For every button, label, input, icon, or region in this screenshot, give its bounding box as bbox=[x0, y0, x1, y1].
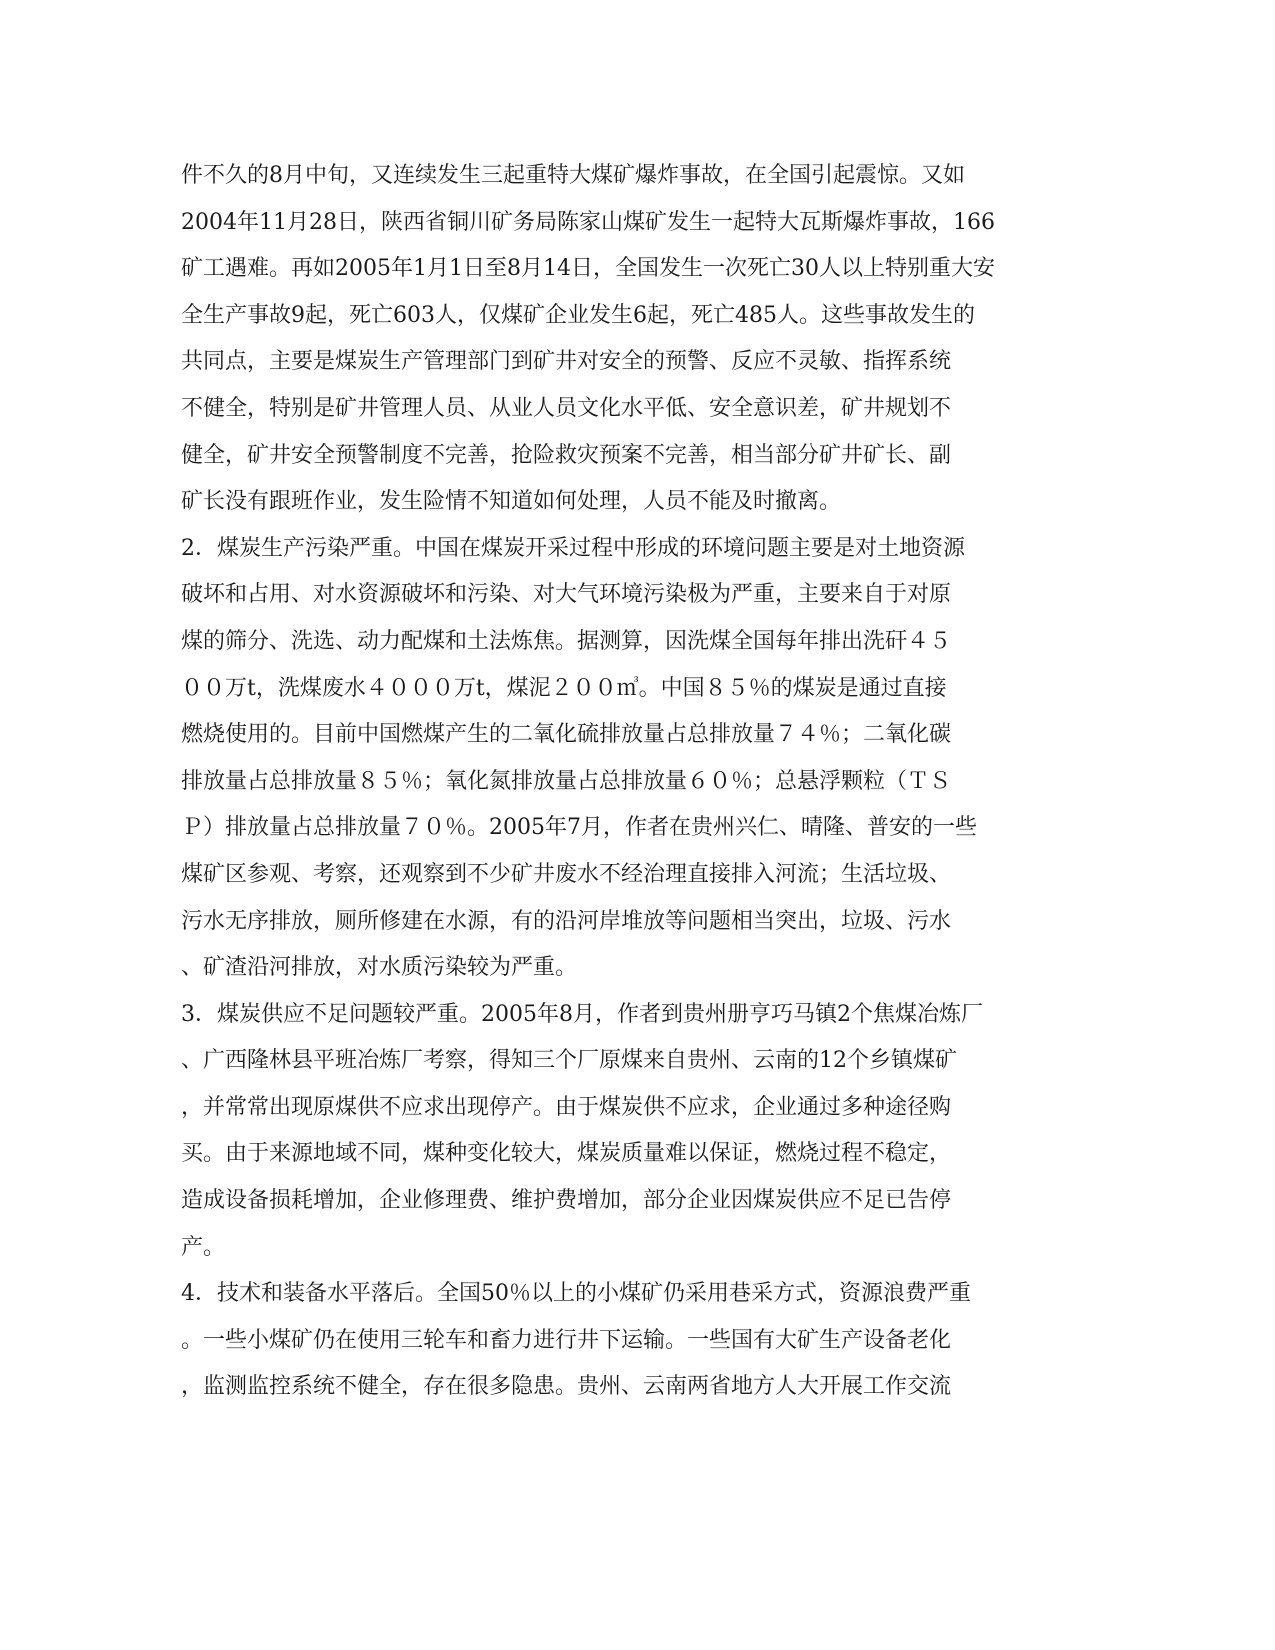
text-line: 、矿渣沿河排放，对水质污染较为严重。 bbox=[181, 955, 578, 981]
text-line: ，监测监控系统不健全，存在很多隐患。贵州、云南两省地方人大开展工作交流 bbox=[181, 1374, 952, 1400]
text-line: 煤的筛分、洗选、动力配煤和土法炼焦。据测算，因洗煤全国每年排出洗矸４５ bbox=[181, 628, 952, 654]
text-line: ，并常常出现原煤供不应求出现停产。由于煤炭供不应求，企业通过多种途径购 bbox=[181, 1094, 952, 1120]
text-line: 矿工遇难。再如2005年1月1日至8月14日，全国发生一次死亡30人以上特别重大安 bbox=[181, 256, 995, 282]
text-line: 3．煤炭供应不足问题较严重。2005年8月，作者到贵州册亨巧马镇2个焦煤冶炼厂 bbox=[181, 1001, 983, 1027]
text-line: 不健全，特别是矿井管理人员、从业人员文化水平低、安全意识差，矿井规划不 bbox=[181, 395, 952, 421]
text-line: 排放量占总排放量８５％；氧化氮排放量占总排放量６０％；总悬浮颗粒（ＴＳ bbox=[181, 768, 952, 794]
text-line: Ｐ）排放量占总排放量７０％。2005年7月，作者在贵州兴仁、晴隆、普安的一些 bbox=[181, 815, 977, 841]
body-text bbox=[181, 153, 1081, 1411]
text-line: 2004年11月28日，陕西省铜川矿务局陈家山煤矿发生一起特大瓦斯爆炸事故，166 bbox=[181, 209, 995, 235]
text-line: 。一些小煤矿仍在使用三轮车和畜力进行井下运输。一些国有大矿生产设备老化 bbox=[181, 1327, 952, 1353]
text-line: 燃烧使用的。目前中国燃煤产生的二氧化硫排放量占总排放量７４％；二氧化碳 bbox=[181, 722, 952, 748]
text-line: 2．煤炭生产污染严重。中国在煤炭开采过程中形成的环境问题主要是对土地资源 bbox=[181, 535, 965, 561]
text-line: 造成设备损耗增加，企业修理费、维护费增加，部分企业因煤炭供应不足已告停 bbox=[181, 1188, 952, 1214]
text-line: ００万t，洗煤废水４０００万t，煤泥２００㎥。中国８５％的煤炭是通过直接 bbox=[181, 675, 947, 701]
text-line: 4．技术和装备水平落后。全国50％以上的小煤矿仍采用巷采方式，资源浪费严重 bbox=[181, 1281, 971, 1307]
text-line: 污水无序排放，厕所修建在水源，有的沿河岸堆放等问题相当突出，垃圾、污水 bbox=[181, 908, 952, 934]
text-line: 煤矿区参观、考察，还观察到不少矿井废水不经治理直接排入河流；生活垃圾、 bbox=[181, 861, 952, 887]
text-line: 、广西隆林县平班冶炼厂考察，得知三个厂原煤来自贵州、云南的12个乡镇煤矿 bbox=[181, 1048, 957, 1074]
text-line: 破坏和占用、对水资源破坏和污染、对大气环境污染极为严重，主要来自于对原 bbox=[181, 582, 952, 608]
text-line: 共同点，主要是煤炭生产管理部门到矿井对安全的预警、反应不灵敏、指挥系统 bbox=[181, 349, 952, 375]
text-line: 全生产事故9起，死亡603人，仅煤矿企业发生6起，死亡485人。这些事故发生的 bbox=[181, 302, 975, 328]
text-line: 产。 bbox=[181, 1234, 226, 1260]
text-line: 件不久的8月中旬，又连续发生三起重特大煤矿爆炸事故，在全国引起震惊。又如 bbox=[181, 163, 965, 188]
text-line: 矿长没有跟班作业，发生险情不知道如何处理，人员不能及时撤离。 bbox=[181, 489, 842, 515]
text-line: 健全，矿井安全预警制度不完善，抢险救灾预案不完善，相当部分矿井矿长、副 bbox=[181, 442, 952, 468]
text-line: 买。由于来源地域不同，煤种变化较大，煤炭质量难以保证，燃烧过程不稳定， bbox=[181, 1141, 952, 1167]
